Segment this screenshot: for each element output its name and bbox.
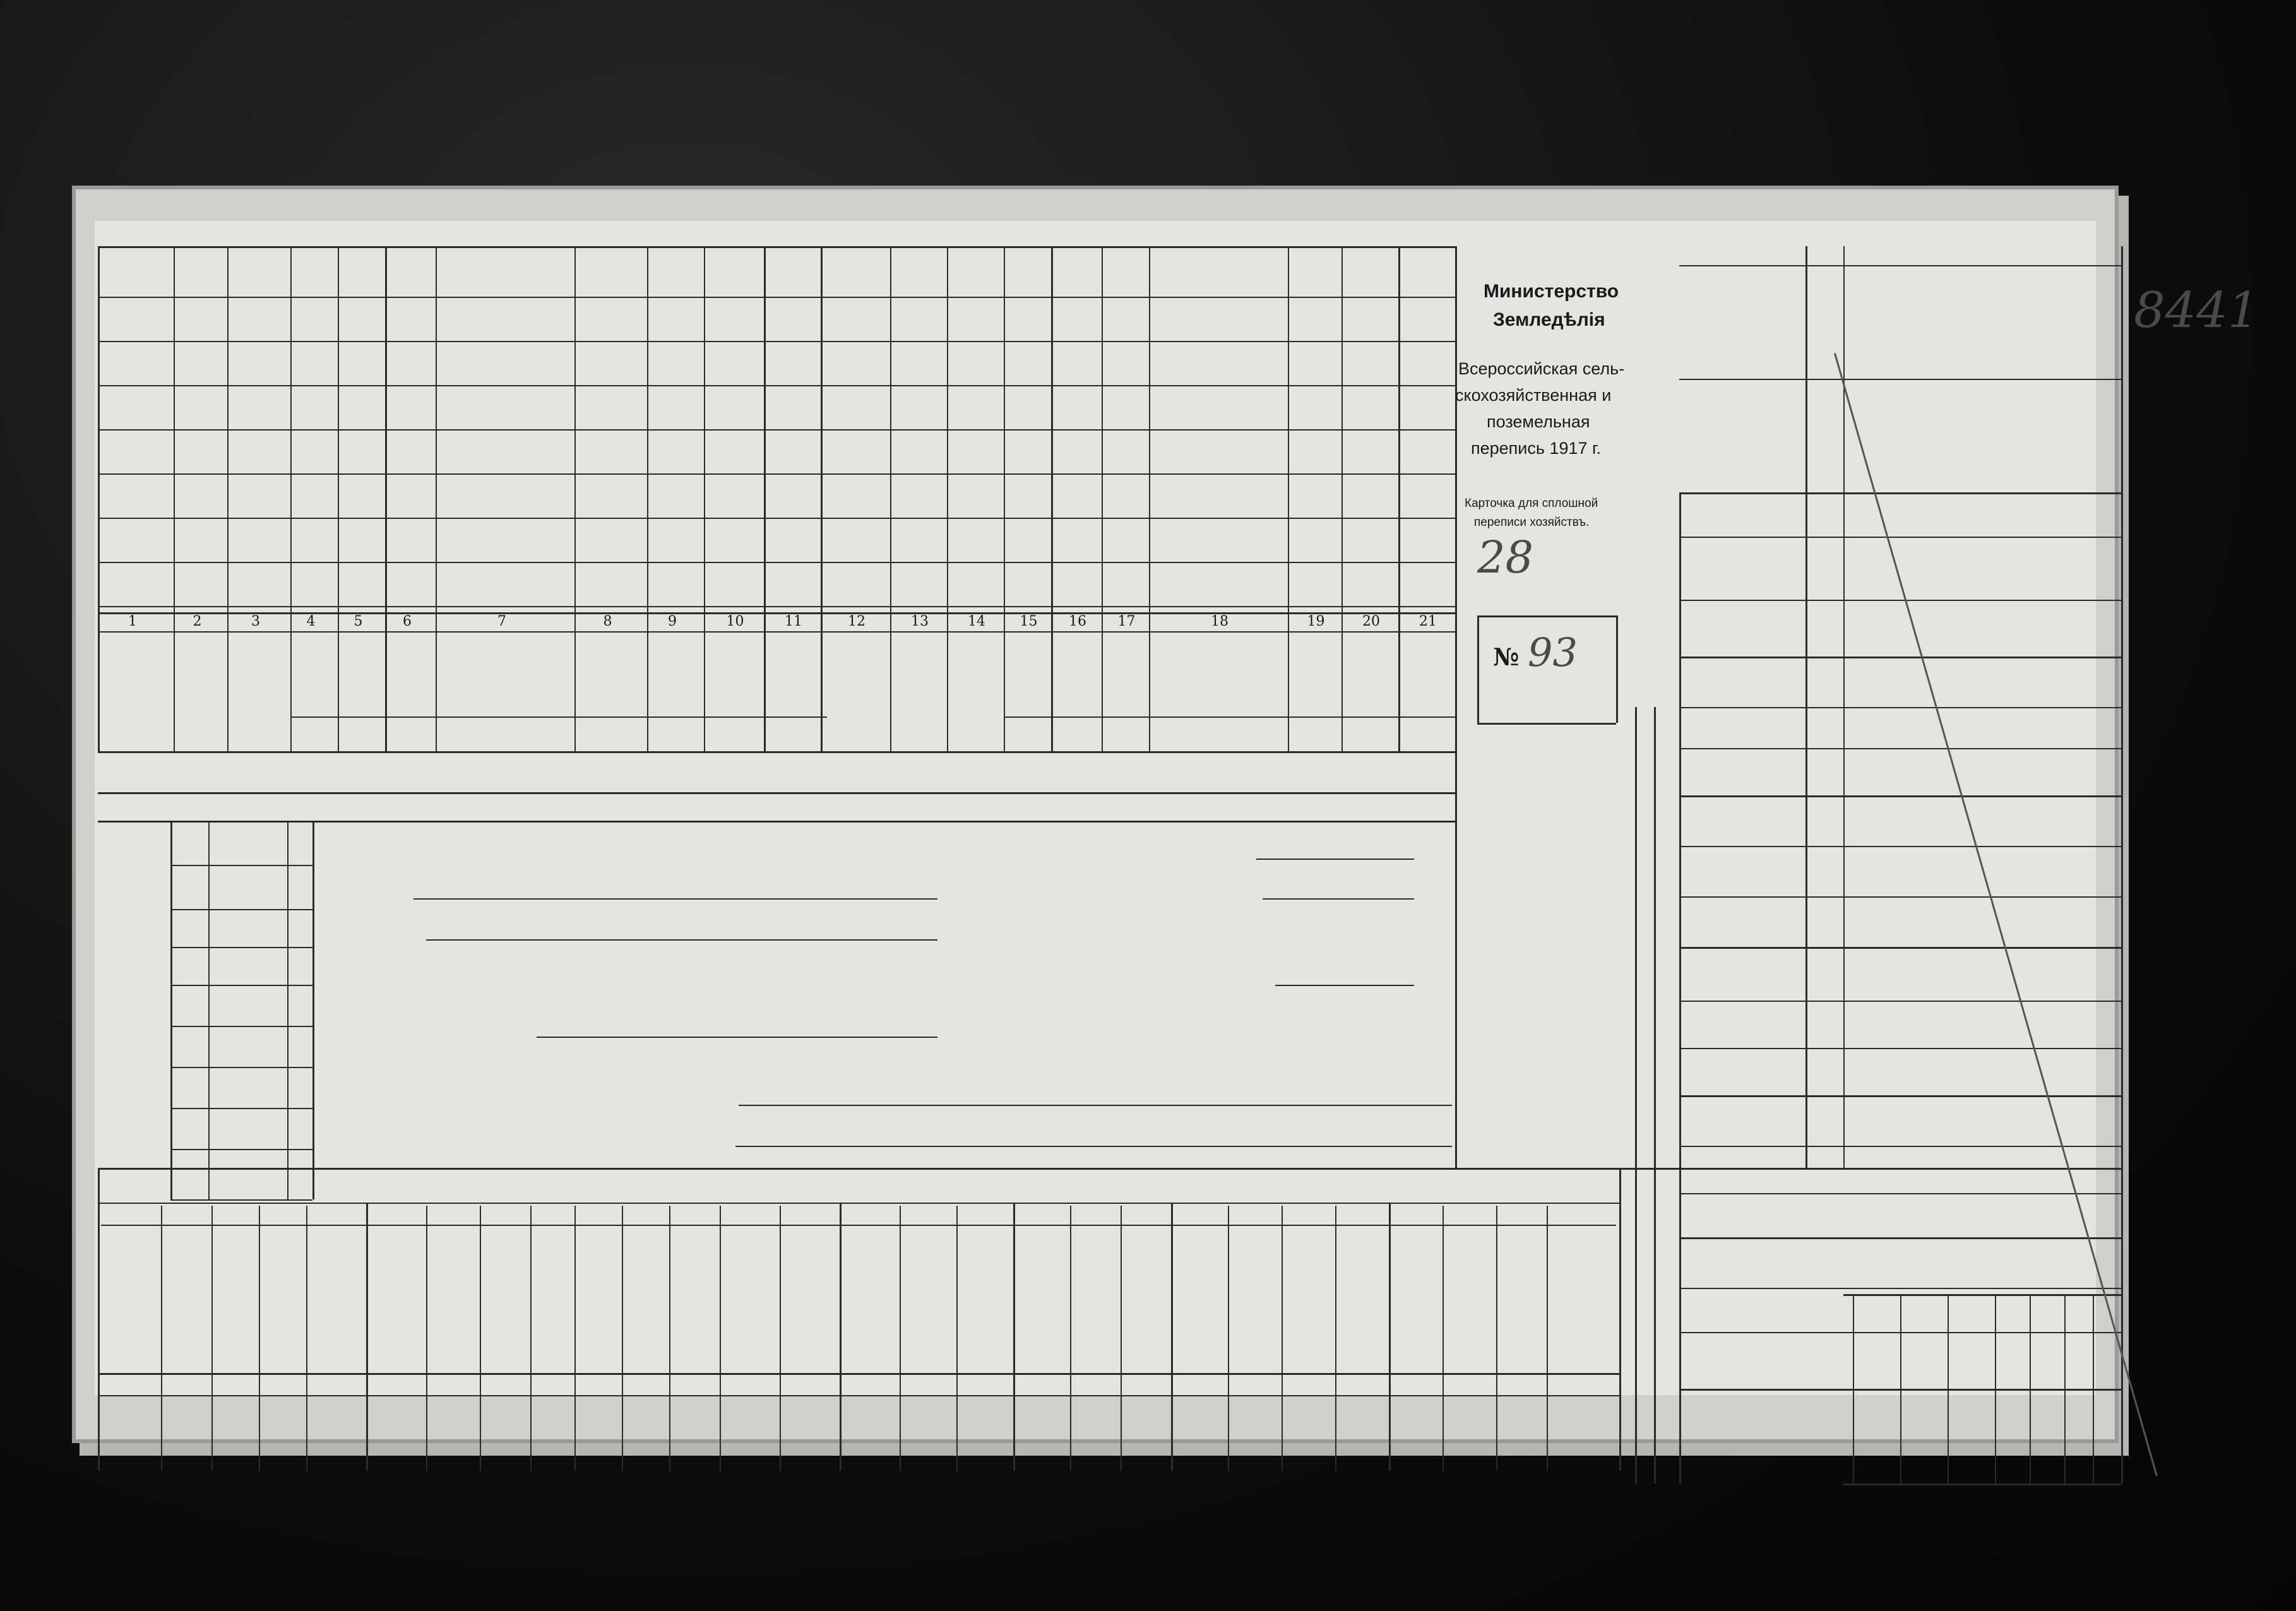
rule-line xyxy=(1004,716,1149,718)
rule-line xyxy=(98,385,1455,386)
rule-line xyxy=(1051,246,1053,751)
rule-line xyxy=(2093,1294,2094,1483)
rule-line xyxy=(1477,723,1616,725)
rule-line xyxy=(1679,707,2121,708)
rule-line xyxy=(1263,898,1414,900)
rule-line xyxy=(98,821,1455,823)
rule-line xyxy=(1288,246,1289,751)
rule-line xyxy=(98,518,1455,519)
rule-line xyxy=(1679,1146,2121,1147)
rule-line xyxy=(98,606,1455,607)
rule-line xyxy=(1900,1294,1901,1483)
rule-line xyxy=(2064,1294,2066,1483)
rule-line xyxy=(290,716,436,718)
rule-line xyxy=(98,297,1455,298)
rule-line xyxy=(1679,492,2121,494)
rule-line xyxy=(101,1225,1616,1226)
rule-line xyxy=(1679,1048,2121,1049)
census-line-3: поземельная xyxy=(1487,412,1590,431)
rule-line xyxy=(1679,748,2121,749)
rule-line xyxy=(1477,615,1616,617)
rule-line xyxy=(98,1395,1619,1396)
rule-line xyxy=(647,246,648,751)
ministry-title-2: Земледѣлія xyxy=(1493,309,1605,330)
handwritten-28: 28 xyxy=(1477,532,1534,583)
rule-line xyxy=(98,246,1455,248)
rule-line xyxy=(821,246,823,751)
rule-line xyxy=(98,1203,1619,1204)
rule-line xyxy=(1843,1294,2121,1296)
rule-line xyxy=(1679,846,2121,847)
rule-line xyxy=(1171,1203,1173,1471)
rule-line xyxy=(1948,1294,1949,1483)
rule-line xyxy=(669,1206,670,1471)
rule-line xyxy=(480,1206,481,1471)
rule-line xyxy=(1619,1168,1621,1471)
col-number: 12 xyxy=(848,614,865,629)
rule-line xyxy=(170,1026,312,1027)
rule-line xyxy=(1275,985,1414,986)
rule-line xyxy=(530,1206,532,1471)
col-number: 20 xyxy=(1362,614,1380,629)
rule-line xyxy=(98,341,1455,342)
rule-line xyxy=(170,1067,312,1068)
rule-line xyxy=(574,246,576,751)
rule-line xyxy=(98,1373,1619,1375)
number-label: № xyxy=(1493,643,1520,671)
rule-line xyxy=(780,1206,781,1471)
rule-line xyxy=(436,716,827,718)
rule-line xyxy=(2121,1294,2122,1483)
rule-line xyxy=(170,821,172,1199)
rule-line xyxy=(170,947,312,948)
rule-line xyxy=(211,1206,213,1471)
col-number: 15 xyxy=(1020,614,1038,629)
rule-line xyxy=(956,1206,958,1471)
rule-line xyxy=(161,1206,162,1471)
rule-line xyxy=(98,1168,1619,1170)
rule-line xyxy=(98,473,1455,475)
rule-line xyxy=(436,246,437,751)
col-number: 19 xyxy=(1307,614,1325,629)
rule-line xyxy=(1256,859,1414,860)
rule-line xyxy=(1121,1206,1122,1471)
rule-line xyxy=(98,562,1455,563)
rule-line xyxy=(385,246,387,751)
rule-line xyxy=(1616,615,1618,723)
rule-line xyxy=(426,1206,427,1471)
rule-line xyxy=(1477,615,1479,723)
rule-line xyxy=(98,612,1455,614)
rule-line xyxy=(1995,1294,1996,1483)
rule-line xyxy=(98,1168,100,1471)
rule-line xyxy=(170,865,312,866)
rule-line xyxy=(890,246,891,751)
card-title-2: переписи хозяйствъ. xyxy=(1474,516,1590,529)
rule-line xyxy=(312,821,314,1199)
rule-line xyxy=(1455,246,1457,821)
rule-line xyxy=(1679,1288,2121,1289)
rule-line xyxy=(1228,1206,1229,1471)
rule-line xyxy=(1616,1168,2121,1170)
col-number: 8 xyxy=(603,614,612,629)
rule-line xyxy=(1679,600,2121,601)
rule-line xyxy=(1547,1206,1548,1471)
census-line-1: Всероссийская сель- xyxy=(1458,359,1625,378)
rule-line xyxy=(1013,1203,1015,1471)
rule-line xyxy=(170,909,312,910)
rule-line xyxy=(1070,1206,1071,1471)
col-number: 13 xyxy=(911,614,929,629)
rule-line xyxy=(1149,246,1150,751)
col-number: 11 xyxy=(785,614,802,629)
col-number: 3 xyxy=(251,614,260,629)
rule-line xyxy=(1389,1203,1391,1471)
rule-line xyxy=(1679,265,2121,266)
col-number: 2 xyxy=(193,614,202,629)
col-number: 17 xyxy=(1117,614,1136,629)
rule-line xyxy=(1853,1294,1854,1483)
rule-line xyxy=(1679,537,2121,538)
handwritten-number: 93 xyxy=(1528,629,1578,675)
rule-line xyxy=(704,246,705,751)
rule-line xyxy=(1149,716,1455,718)
rule-line xyxy=(1635,707,1637,1483)
rule-line xyxy=(1004,246,1005,751)
rule-line xyxy=(98,751,1455,753)
col-number: 4 xyxy=(306,614,316,629)
census-line-2: скохозяйственная и xyxy=(1455,386,1612,405)
rule-line xyxy=(208,821,210,1199)
rule-line xyxy=(574,1206,576,1471)
rule-line xyxy=(259,1206,260,1471)
census-line-4: перепись 1917 г. xyxy=(1471,439,1602,458)
rule-line xyxy=(413,898,937,900)
rule-line xyxy=(739,1105,1452,1106)
rule-line xyxy=(1496,1206,1497,1471)
rule-line xyxy=(366,1203,368,1471)
rule-line xyxy=(426,939,937,941)
rule-line xyxy=(1654,707,1656,1483)
rule-line xyxy=(287,821,288,1199)
col-number: 10 xyxy=(726,614,744,629)
rule-line xyxy=(98,631,1455,633)
rule-line xyxy=(1843,1483,2121,1485)
col-number: 6 xyxy=(403,614,412,629)
rule-line xyxy=(1679,1193,2121,1194)
rule-line xyxy=(622,1206,623,1471)
rule-line xyxy=(720,1206,721,1471)
rule-line xyxy=(1442,1206,1444,1471)
rule-line xyxy=(306,1206,307,1471)
col-number: 16 xyxy=(1069,614,1086,629)
col-number: 9 xyxy=(668,614,677,629)
rule-line xyxy=(1102,246,1103,751)
rule-line xyxy=(1335,1206,1336,1471)
rule-line xyxy=(1679,795,2121,797)
rule-line xyxy=(1679,947,2121,949)
rule-line xyxy=(290,246,292,751)
rule-line xyxy=(537,1037,937,1038)
rule-line xyxy=(947,246,948,751)
rule-line xyxy=(1341,246,1343,751)
rule-line xyxy=(98,429,1455,431)
rule-line xyxy=(1455,821,1457,1168)
col-number: 5 xyxy=(354,614,363,629)
ministry-title: Министерство xyxy=(1484,281,1619,302)
col-number: 18 xyxy=(1211,614,1228,629)
rule-line xyxy=(170,985,312,986)
rule-line xyxy=(170,1108,312,1109)
census-card xyxy=(95,221,2096,1395)
rule-line xyxy=(170,1199,312,1201)
rule-line xyxy=(1679,896,2121,898)
rule-line xyxy=(338,246,339,751)
rule-line xyxy=(1679,657,2121,658)
card-title-1: Карточка для сплошной xyxy=(1465,497,1598,510)
rule-line xyxy=(1679,379,2121,380)
rule-line xyxy=(900,1206,901,1471)
rule-line xyxy=(840,1203,842,1471)
col-number: 7 xyxy=(497,614,506,629)
rule-line xyxy=(1282,1206,1283,1471)
rule-line xyxy=(735,1146,1452,1147)
rule-line xyxy=(1679,492,1681,1483)
col-number: 1 xyxy=(128,614,137,629)
rule-line xyxy=(1679,1001,2121,1002)
rule-line xyxy=(1398,246,1400,751)
rule-line xyxy=(2030,1294,2031,1483)
rule-line xyxy=(1679,1237,2121,1239)
rule-line xyxy=(98,246,100,751)
rule-line xyxy=(227,246,229,751)
handwritten-corner-number: 8441 xyxy=(2134,282,2259,339)
rule-line xyxy=(170,1149,312,1150)
rule-line xyxy=(174,246,175,751)
col-number: 21 xyxy=(1419,614,1437,629)
rule-line xyxy=(1679,1095,2121,1097)
col-number: 14 xyxy=(968,614,985,629)
rule-line xyxy=(98,792,1455,794)
rule-line xyxy=(764,246,766,751)
